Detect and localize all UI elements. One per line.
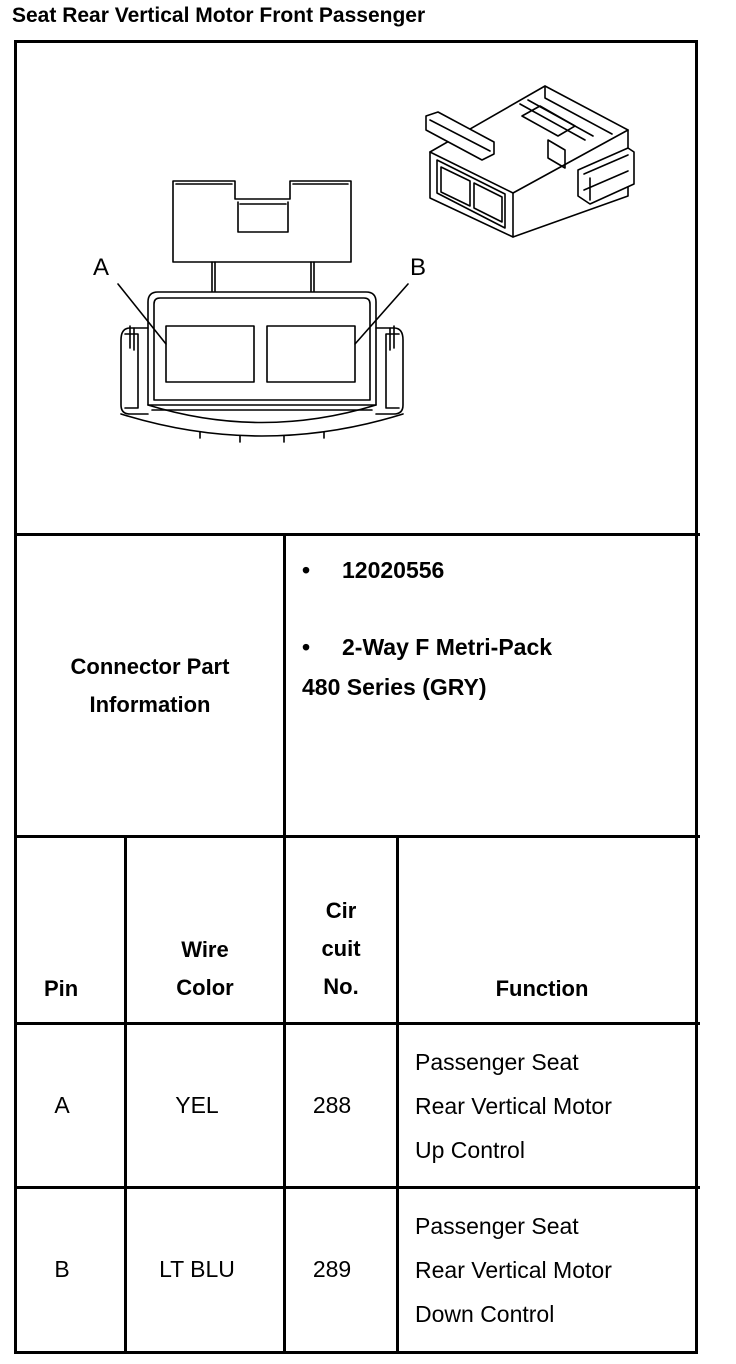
- row-a-circuit: 288: [312, 1092, 352, 1118]
- row-b-circuit: 289: [312, 1256, 352, 1282]
- connector-part-label-line1: Connector Part: [70, 654, 230, 679]
- divider-row-a: [14, 1186, 700, 1189]
- row-b-pin: B: [54, 1256, 70, 1282]
- connector-type: 2-Way F Metri-Pack: [342, 634, 553, 660]
- pin-label-a: A: [93, 254, 110, 281]
- header-pin: Pin: [44, 976, 79, 1001]
- connector-type-bullet: [302, 634, 552, 661]
- header-circuit-no: Cir cuit No.: [321, 898, 361, 999]
- row-b-wire-color: LT BLU: [159, 1256, 235, 1282]
- pin-label-b: B: [410, 254, 427, 281]
- divider-diagram: [14, 533, 700, 536]
- divider-header: [14, 1022, 700, 1025]
- header-function: Function: [495, 976, 589, 1001]
- column-divider-function: [396, 835, 399, 1354]
- page-title: Seat Rear Vertical Motor Front Passenger: [12, 4, 426, 27]
- row-a-pin: A: [54, 1092, 70, 1118]
- connector-part-label-line2: Information: [89, 692, 211, 717]
- row-a-function: Passenger Seat Rear Vertical Motor Up Control: [415, 1049, 612, 1163]
- header-wire-color: Wire Color: [176, 937, 234, 1000]
- bullet-icon: •: [302, 557, 311, 583]
- bullet-icon: •: [302, 634, 311, 660]
- connector-diagram: [17, 43, 697, 533]
- part-number: 12020556: [342, 557, 445, 583]
- row-b-function: Passenger Seat Rear Vertical Motor Down Control: [415, 1213, 612, 1327]
- connector-part-label: [17, 648, 283, 724]
- part-number-bullet: [302, 557, 444, 584]
- divider-connector-info: [14, 835, 700, 838]
- row-a-wire-color: YEL: [175, 1092, 219, 1118]
- connector-series: 480 Series (GRY): [302, 674, 487, 700]
